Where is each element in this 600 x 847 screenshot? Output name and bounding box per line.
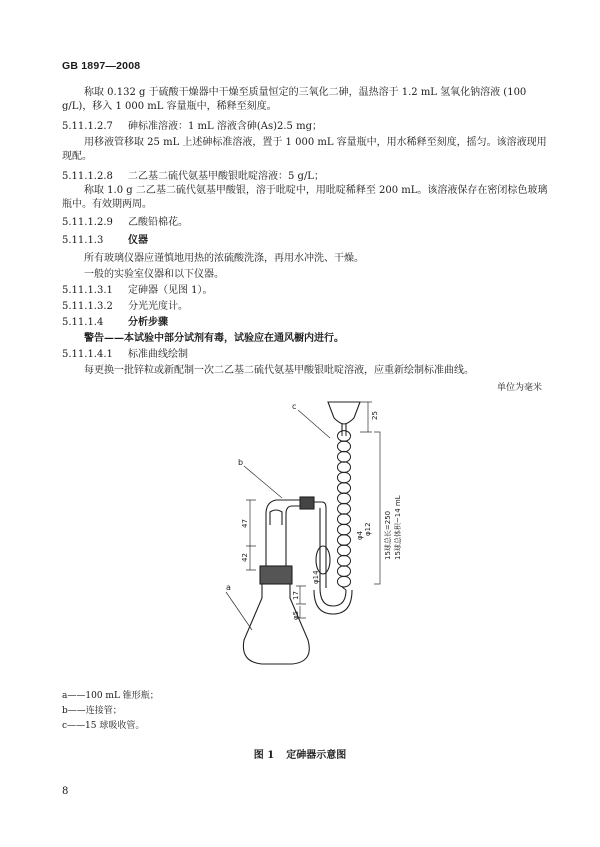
- absorber-bulb: [338, 576, 351, 587]
- absorber-bulb: [338, 514, 351, 525]
- leader-c: [298, 410, 330, 438]
- section-title: 分光光度计。: [128, 301, 188, 312]
- section-number: 5.11.1.3: [62, 235, 104, 246]
- dim-47: 47: [241, 519, 249, 528]
- absorber-bulb: [338, 524, 351, 535]
- section-title: 砷标准溶液：1 mL 溶液含砷(As)2.5 mg；: [128, 121, 322, 132]
- label-b: b: [238, 458, 244, 467]
- legend-item-b: b——连接管；: [62, 706, 122, 716]
- absorber-bulb: [338, 555, 351, 566]
- paragraph-instruments: 一般的实验室仪器和以下仪器。: [84, 269, 224, 280]
- section-number: 5.11.1.3.2: [62, 301, 113, 312]
- section-title: 乙酸铅棉花。: [128, 217, 188, 228]
- section-title: 标准曲线绘制: [128, 349, 188, 360]
- absorber-bulb: [338, 441, 351, 452]
- dim-total-volume: 15球总体积~14 mL: [394, 495, 402, 560]
- tube-joint: [300, 497, 314, 509]
- paragraph-calibration: 每更换一批锌粒或新配制一次二乙基二硫代氨基甲酸银吡啶溶液，应重新绘制标准曲线。: [84, 365, 474, 376]
- paragraph-glassware: 所有玻璃仪器应谨慎地用热的浓硫酸洗涤，再用水冲洗、干燥。: [84, 253, 364, 264]
- legend-item-c: c——15 球吸收管。: [62, 721, 145, 731]
- absorber-bulb: [338, 462, 351, 473]
- section-number: 5.11.1.4.1: [62, 349, 113, 360]
- absorber-bulb: [338, 451, 351, 462]
- absorber-bulb: [338, 472, 351, 483]
- section-number: 5.11.1.3.1: [62, 285, 113, 296]
- ground-joint: [260, 566, 292, 584]
- dim-5: φ5: [292, 610, 300, 620]
- dim-42: 42: [241, 553, 249, 562]
- absorber-bulb: [338, 535, 351, 546]
- section-number: 5.11.1.2.8: [62, 171, 113, 182]
- absorber-bulb: [338, 545, 351, 556]
- label-a: a: [226, 583, 231, 592]
- top-cup: [328, 402, 360, 424]
- dim-14: φ14: [312, 570, 320, 584]
- u-bend: [320, 588, 346, 606]
- paragraph-arsenic-standard: 用移液管移取 25 mL 上述砷标准溶液，置于 1 000 mL 容量瓶中，用水稀释至刻度，摇匀。该溶液现用现配。: [62, 137, 547, 162]
- dim-4: φ4: [356, 530, 364, 540]
- section-number: 5.11.1.4: [62, 317, 104, 328]
- dim-17: 17: [292, 591, 300, 600]
- page-number: 8: [62, 786, 69, 797]
- figure-caption: [0, 746, 600, 761]
- warning-notice: 警告——本试验中部分试剂有毒，试验应在通风橱内进行。: [84, 333, 344, 344]
- leader-b: [244, 466, 282, 498]
- leader-a: [226, 592, 252, 630]
- caption-number: 图 1: [253, 750, 275, 761]
- unit-note: 单位为毫米: [496, 383, 542, 393]
- section-number: 5.11.1.2.7: [62, 121, 113, 132]
- absorber-bulb: [338, 503, 351, 514]
- inlet-bulb: [316, 546, 330, 574]
- legend-item-a: a——100 mL 锥形瓶；: [62, 691, 159, 701]
- section-title: 分析步骤: [128, 317, 168, 328]
- dim-25: 25: [371, 411, 379, 420]
- standard-code-header: GB 1897—2008: [62, 60, 141, 72]
- tube-bulb: [270, 510, 282, 525]
- dim-total-length: 15球总长=250: [384, 510, 392, 560]
- paragraph-arsenic-stock: 称取 0.132 g 于硫酸干燥器中干燥至质量恒定的三氧化二砷，温热溶于 1.2 mL 氢氧化钠溶液 (100 g/L)，移入 1 000 mL 容量瓶中，稀释至刻度。: [62, 87, 527, 112]
- section-number: 5.11.1.2.9: [62, 217, 113, 228]
- paragraph-silver-solution: 称取 1.0 g 二乙基二硫代氨基甲酸银，溶于吡啶中，用吡啶稀释至 200 mL。该溶液保存在密闭棕色玻璃瓶中。有效期两周。: [62, 185, 548, 210]
- absorber-bulb: [338, 493, 351, 504]
- absorber-bulb: [338, 566, 351, 577]
- absorber-bulb: [338, 431, 351, 442]
- connecting-tube: [266, 500, 302, 566]
- label-c: c: [292, 402, 297, 411]
- section-title: 二乙基二硫代氨基甲酸银吡啶溶液：5 g/L；: [128, 171, 324, 182]
- caption-title: 定砷器示意图: [286, 750, 347, 761]
- section-title: 仪器: [128, 235, 148, 246]
- bulb-column: [338, 431, 351, 590]
- dim-12: φ12: [364, 522, 372, 536]
- dim-line-total: [374, 432, 380, 584]
- section-title: 定砷器（见图 1）。: [128, 285, 213, 296]
- absorber-bulb: [338, 483, 351, 494]
